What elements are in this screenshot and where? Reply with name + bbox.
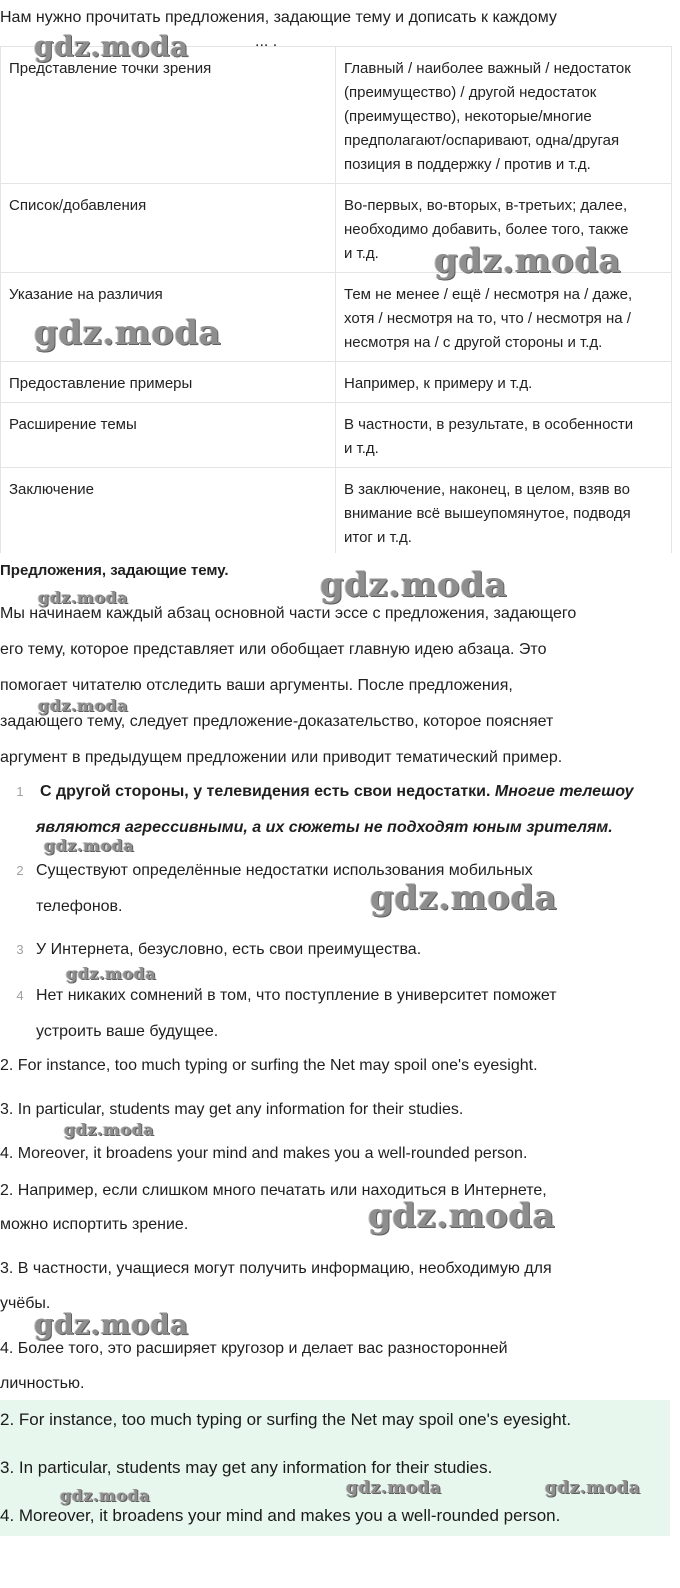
- table-row: [1, 468, 672, 554]
- watermark: gdz.moda: [320, 565, 508, 605]
- category-cell: Представление точки зрения: [1, 47, 336, 184]
- item-number: 1: [16, 784, 24, 799]
- topic-heading: Предложения, задающие тему.: [0, 562, 229, 579]
- phrase-line: внимание всё вышеупомянутое, подводя: [344, 505, 631, 522]
- watermark: gdz.moda: [66, 964, 157, 983]
- item-number: 2: [16, 863, 24, 878]
- phrases-cell: [336, 468, 672, 554]
- item-bold-text: С другой стороны, у телевидения есть свои недостатки.: [40, 783, 491, 800]
- answer-ru: 2. Например, если слишком много печатать или находиться в Интернете,: [0, 1182, 547, 1199]
- item-italic-text: Многие телешоу: [490, 783, 634, 800]
- watermark: gdz.moda: [44, 836, 135, 855]
- phrases-cell: [336, 273, 672, 362]
- watermark: gdz.moda: [38, 696, 129, 715]
- item-line: Существуют определённые недостатки использования мобильных: [36, 862, 533, 879]
- phrase-line: Тем не менее / ещё / несмотря на / даже,: [344, 286, 633, 303]
- phrase-line: Главный / наиболее важный / недостаток: [344, 60, 631, 77]
- answer-ru: 4. Более того, это расширяет кругозор и делает вас разносторонней: [0, 1340, 508, 1357]
- paragraph-line: Мы начинаем каждый абзац основной части эссе с предложения, задающего: [0, 605, 577, 622]
- item-line: устроить ваше будущее.: [36, 1023, 219, 1040]
- phrase-line: итог и т.д.: [344, 529, 412, 546]
- phrase-line: необходимо добавить, более того, также: [344, 221, 629, 238]
- item-italic-line: являются агрессивными, а их сюжеты не подходят юным зрителям.: [36, 819, 613, 836]
- answer-en: 2. For instance, too much typing or surfing the Net may spoil one's eyesight.: [0, 1057, 538, 1074]
- item-number: 4: [16, 988, 24, 1003]
- phrase-line: и т.д.: [344, 440, 379, 457]
- phrase-line: В заключение, наконец, в целом, взяв во: [344, 481, 630, 498]
- intro-text: Нам нужно прочитать предложения, задающие тему и дописать к каждому: [0, 9, 557, 26]
- watermark: gdz.moda: [346, 1478, 442, 1498]
- phrases-table: [0, 46, 672, 553]
- answer-en: 4. Moreover, it broadens your mind and makes you a well-rounded person.: [0, 1145, 528, 1162]
- highlight-answer: 3. In particular, students may get any information for their studies.: [0, 1458, 493, 1477]
- category-cell: Расширение темы: [1, 403, 336, 468]
- paragraph-line: помогает читателю отследить ваши аргументы. После предложения,: [0, 677, 513, 694]
- intro-text-cut: ... .: [255, 36, 278, 46]
- item-line: [40, 774, 634, 810]
- item-line: У Интернета, безусловно, есть свои преимущества.: [36, 941, 422, 958]
- watermark: gdz.moda: [34, 1308, 189, 1341]
- answer-ru: 3. В частности, учащиеся могут получить информацию, необходимую для: [0, 1260, 552, 1277]
- watermark: gdz.moda: [64, 1120, 155, 1139]
- phrase-line: несмотря на / с другой стороны и т.д.: [344, 334, 603, 351]
- phrase-line: (преимущество), некоторые/многие: [344, 108, 592, 125]
- table-row: [1, 362, 672, 403]
- phrase-line: В частности, в результате, в особенности: [344, 416, 634, 433]
- paragraph-line: его тему, которое представляет или обобщает главную идею абзаца. Это: [0, 641, 547, 658]
- item-line: Нет никаких сомнений в том, что поступление в университет поможет: [36, 987, 557, 1004]
- watermark: gdz.moda: [34, 30, 189, 63]
- phrases-cell: [336, 362, 672, 403]
- answer-ru: личностью.: [0, 1375, 85, 1392]
- phrases-cell: [336, 47, 672, 184]
- phrase-line: (преимущество) / другой недостаток: [344, 84, 597, 101]
- watermark: gdz.moda: [34, 313, 222, 353]
- watermark: gdz.moda: [370, 878, 558, 918]
- table-row: [1, 403, 672, 468]
- phrase-line: Во-первых, во-вторых, в-третьих; далее,: [344, 197, 628, 214]
- answer-en: 3. In particular, students may get any information for their studies.: [0, 1101, 464, 1118]
- highlight-answer: 4. Moreover, it broadens your mind and makes you a well-rounded person.: [0, 1506, 561, 1525]
- phrase-line: и т.д.: [344, 245, 379, 262]
- phrase-line: хотя / несмотря на то, что / несмотря на /: [344, 310, 631, 327]
- watermark: gdz.moda: [434, 241, 622, 281]
- table-row: [1, 47, 672, 184]
- item-line: телефонов.: [36, 898, 123, 915]
- category-cell: Указание на различия: [1, 273, 336, 362]
- paragraph-line: аргумент в предыдущем предложении или приводит тематический пример.: [0, 749, 563, 766]
- phrase-line: позиция в поддержку / против и т.д.: [344, 156, 591, 173]
- category-cell: Заключение: [1, 468, 336, 554]
- category-cell: Предоставление примеры: [1, 362, 336, 403]
- phrase-line: Например, к примеру и т.д.: [344, 375, 533, 392]
- watermark: gdz.moda: [368, 1196, 556, 1236]
- answer-ru: учёбы.: [0, 1295, 51, 1312]
- watermark: gdz.moda: [60, 1486, 151, 1505]
- item-number: 3: [16, 942, 24, 957]
- category-cell: Список/добавления: [1, 184, 336, 273]
- phrase-line: предполагают/оспаривают, одна/другая: [344, 132, 620, 149]
- highlight-answer: 2. For instance, too much typing or surfing the Net may spoil one's eyesight.: [0, 1410, 572, 1429]
- watermark: gdz.moda: [38, 588, 129, 607]
- answer-ru: можно испортить зрение.: [0, 1216, 189, 1233]
- paragraph-line: задающего тему, следует предложение-доказательство, которое поясняет: [0, 713, 554, 730]
- topic-paragraph: [0, 596, 672, 776]
- phrases-cell: [336, 403, 672, 468]
- watermark: gdz.moda: [545, 1478, 641, 1498]
